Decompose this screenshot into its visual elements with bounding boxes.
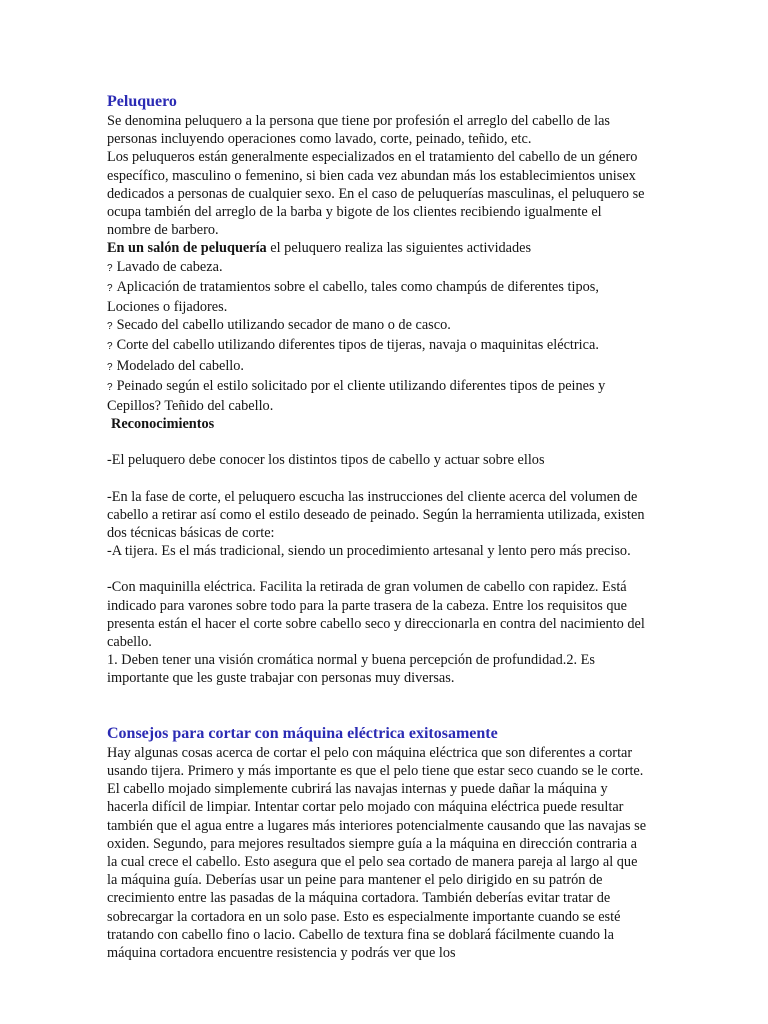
- paragraph-electric-clipper: -Con maquinilla eléctrica. Facilita la retirada de gran volumen de cabello con rapidez. Está indicado para varones sobre todo para la parte trasera de la cabeza. Entre los requisitos que presenta están el hacer el corte sobre cabello seco y direccionarla en contra del nacimiento del cabello.: [107, 579, 645, 651]
- paragraph-scissors: -A tijera. Es el más tradicional, siendo un procedimiento artesanal y lento pero más preciso.: [107, 543, 631, 560]
- activities-intro-rest: el peluquero realiza las siguientes actividades: [266, 240, 532, 257]
- heading-consejos: Consejos para cortar con máquina eléctrica exitosamente: [107, 724, 498, 742]
- list-item: [107, 278, 647, 316]
- list-item: [107, 258, 647, 278]
- bullet-marker: ?: [107, 262, 113, 274]
- paragraph-specialization: Los peluqueros están generalmente especializados en el tratamiento del cabello de un género específico, masculino o femenino, si bien cada vez abundan más los establecimientos unisex dedicados a personas de cualquier sexo. En el caso de peluquerías masculinas, el peluquero se ocupa también del arreglo de la barba y bigote de los clientes recibiendo igualmente el nombre de barbero.: [107, 149, 645, 239]
- list-item: [107, 316, 647, 336]
- subheading-reconocimientos: Reconocimientos: [111, 416, 215, 433]
- list-item-text: Corte del cabello utilizando diferentes tipos de tijeras, navaja o maquinitas eléctrica.: [116, 337, 599, 354]
- list-item-text: Lavado de cabeza.: [116, 258, 223, 275]
- list-item-text: Modelado del cabello.: [116, 357, 244, 374]
- bullet-marker: ?: [107, 321, 113, 333]
- paragraph-definition: Se denomina peluquero a la persona que tiene por profesión el arreglo del cabello de las personas incluyendo operaciones como lavado, corte, peinado, teñido, etc.: [107, 113, 610, 148]
- spacer: [107, 433, 647, 451]
- list-item: [107, 357, 647, 377]
- document-page: [107, 92, 647, 962]
- paragraph-cutting-phase: -En la fase de corte, el peluquero escucha las instrucciones del cliente acerca del volumen de cabello a retirar así como el estilo deseado de peinado. Según la herramienta utilizada, existen dos técnicas básicas de corte:: [107, 488, 645, 542]
- bullet-marker: ?: [107, 361, 113, 373]
- bullet-marker: ?: [107, 341, 113, 353]
- activities-list: [107, 258, 647, 416]
- paragraph-hair-types: -El peluquero debe conocer los distintos tipos de cabello y actuar sobre ellos: [107, 452, 545, 469]
- list-item: [107, 377, 647, 415]
- spacer: [107, 560, 647, 578]
- spacer: [107, 470, 647, 488]
- list-item-text: Peinado según el estilo solicitado por el cliente utilizando diferentes tipos de peines y Cepillos? Teñido del cabello.: [107, 377, 606, 415]
- list-item-text: Aplicación de tratamientos sobre el cabello, tales como champús de diferentes tipos, Lociones o fijadores.: [107, 278, 599, 316]
- activities-intro-bold: En un salón de peluquería: [107, 240, 267, 257]
- paragraph-consejos: Hay algunas cosas acerca de cortar el pelo con máquina eléctrica que son diferentes a cortar usando tijera. Primero y más importante es que el pelo tiene que estar seco cuando se le corte. El cabello mojado simplemente cubrirá las navajas internas y puede dañar la máquina y hacerla difícil de limpiar. Intentar cortar pelo mojado con máquina eléctrica puede resultar también que el agua entre a lugares más interiores potencialmente causando que las navajas se oxiden. Segundo, para mejores resultados siempre guía a la máquina en dirección contraria a la cual crece el cabello. Esto asegura que el pelo sea cortado de manera pareja al largo al que la máquina guía. Deberías usar un peine para mantener el pelo dirigido en su patrón de crecimiento entre las pasadas de la máquina cortadora. También deberías evitar tratar de sobrecargar la cortadora en un solo pase. Esto es especialmente importante cuando se esté tratando con cabello fino o lacio. Cabello de textura fina se doblará fácilmente cuando la máquina cortadora encuentre resistencia y podrás ver que los: [107, 744, 647, 961]
- heading-peluquero: Peluquero: [107, 93, 177, 110]
- paragraph-requirements: 1. Deben tener una visión cromática normal y buena percepción de profundidad.2. Es importante que les guste trabajar con personas muy diversas.: [107, 652, 595, 687]
- bullet-marker: ?: [107, 282, 113, 294]
- spacer: [107, 688, 647, 724]
- bullet-marker: ?: [107, 381, 113, 393]
- list-item-text: Secado del cabello utilizando secador de mano o de casco.: [116, 317, 451, 334]
- activities-intro: [107, 239, 647, 257]
- list-item: [107, 336, 647, 356]
